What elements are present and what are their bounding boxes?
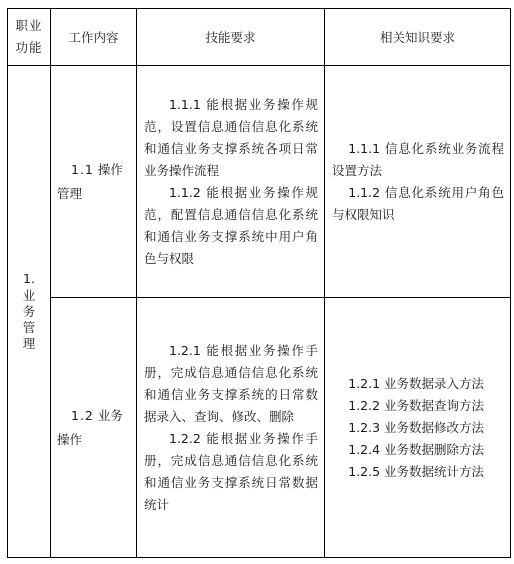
skill-item: 1.2.1 能根据业务操作手册，完成信息通信信息化系统和通信业务支撑系统的日常数据录入、查询、修改、删除 xyxy=(144,342,318,424)
work-text-a: 操作 xyxy=(97,161,123,177)
knowledge-item: 1.2.3 业务数据修改方法 xyxy=(348,419,485,435)
header-row xyxy=(8,9,511,66)
occupational-standard-table xyxy=(7,8,511,558)
work-number: 1.1 xyxy=(71,161,94,177)
table-row xyxy=(8,298,511,558)
skill-item: 1.1.1 能根据业务操作规范，设置信息通信信息化系统和通信业务支撑系统各项日常业务操作流程 xyxy=(144,96,318,178)
work-text-b: 管理 xyxy=(57,185,83,201)
knowledge-item: 1.2.5 业务数据统计方法 xyxy=(348,463,485,479)
knowledge-item: 1.1.1 信息化系统业务流程设置方法 xyxy=(332,140,504,178)
header-function-line1: 职业 xyxy=(15,18,43,33)
header-work-content: 工作内容 xyxy=(51,9,137,66)
work-text-a: 业务 xyxy=(97,407,123,423)
header-knowledge-requirements: 相关知识要求 xyxy=(325,9,511,66)
knowledge-item: 1.2.2 业务数据查询方法 xyxy=(348,397,485,413)
function-number: 1. xyxy=(23,271,35,286)
work-content-cell xyxy=(51,66,137,298)
work-number: 1.2 xyxy=(71,407,94,423)
skill-item: 1.2.2 能根据业务操作手册，完成信息通信信息化系统和通信业务支撑系统日常数据统计 xyxy=(144,430,318,512)
header-function-line2: 功能 xyxy=(15,40,43,55)
knowledge-requirements-cell xyxy=(325,66,511,298)
skill-item: 1.1.2 能根据业务操作规范，配置信息通信信息化系统和通信业务支撑系统中用户角色与权限 xyxy=(144,184,318,266)
function-name: 业 务 管 理 xyxy=(22,288,36,351)
work-text-b: 操作 xyxy=(57,431,83,447)
knowledge-requirements-cell xyxy=(325,298,511,558)
function-cell xyxy=(8,66,51,558)
header-skill-requirements: 技能要求 xyxy=(137,9,325,66)
skill-requirements-cell xyxy=(137,298,325,558)
skill-requirements-cell xyxy=(137,66,325,298)
knowledge-item: 1.2.1 业务数据录入方法 xyxy=(348,375,485,391)
knowledge-item: 1.1.2 信息化系统用户角色与权限知识 xyxy=(332,184,504,222)
knowledge-item: 1.2.4 业务数据删除方法 xyxy=(348,441,485,457)
header-function xyxy=(8,9,51,66)
table-row xyxy=(8,66,511,298)
work-content-cell xyxy=(51,298,137,558)
